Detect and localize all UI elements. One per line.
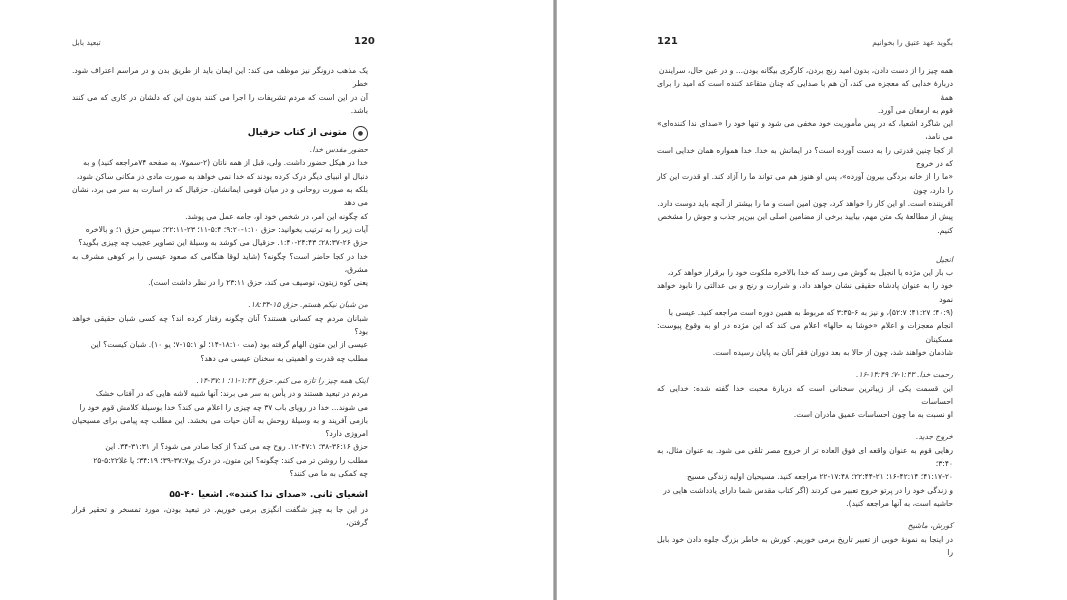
right-page	[557, 0, 1067, 600]
right-page-body	[657, 64, 953, 559]
paragraph-line: مطلب را روشن تر می کند: چگونه؟ این متون، در درک یو۳۷:۷-۳۹؛ ۳۴:۱۹؛ یا غلا۵:۲۲-۲۵	[93, 455, 368, 465]
page-number: 120	[354, 36, 375, 47]
subheading: حضور مقدس خدا.	[309, 145, 368, 155]
paragraph-line: بلکه به صورت روحانی و در میان قومی ایمانشان. حزقیال که در اسارت به سر می برد، نشان می دهد	[72, 185, 368, 208]
subheading: اینک همه چیز را تازه می کنم. حزق ۱:۳۳-۱۱؛ ۳۷:۱-۱۴.	[196, 375, 368, 385]
paragraph-line: بازمی آفریند و به وسیلهٔ روحش به آنان حیات می بخشد. این مطلب چه پیامی برای مسیحیان امروزی دارد؟	[72, 415, 368, 439]
page-number: 121	[657, 36, 678, 47]
paragraph-line: در این جا به چیز شگفت انگیزی برمی خوریم. در تبعید بودن، مورد تمسخر و تحقیر قرار گرفتن،	[72, 504, 368, 527]
paragraph-line: مردم در تبعید هستند و در یأس به سر می برند: آنها شبیه لاشه هایی که در آفتاب خشک	[95, 389, 368, 399]
paragraph-line: دربارهٔ خدایی که معجزه می کند، آن هم با صدایی که چنان متقاعد کننده است که امید را برای همهٔ	[657, 79, 953, 102]
running-head: بگوید عهد عتیق را بخوانیم	[872, 38, 953, 47]
section-title: متونی از کتاب حزقیال	[247, 128, 347, 139]
paragraph-line: این قسمت یکی از زیباترین سخنانی است که دربارهٔ محبت خدا گفته شده: خدایی که احساسات	[657, 383, 953, 406]
paragraph-line: آفریننده است. او این کار را خواهد کرد، چون امین است و ما را بیشتر از آنچه باید دوست دارد.	[657, 198, 953, 208]
paragraph-line: چه کمکی به ما می کنند؟	[289, 469, 368, 479]
paragraph-line: که چگونه این امر، در شخص خود او، جامه عمل می پوشد.	[185, 211, 368, 221]
paragraph-line: رهایی قوم به عنوان واقعه ای فوق العاده تر از خروج مصر تلقی می شود. به عنوان مثال، به ۳:۴۰؛	[657, 445, 953, 469]
paragraph-line: مطلب چه قدرت و اهمیتی به سخنان عیسی می دهد؟	[200, 353, 368, 363]
paragraph-line: از کجا چنین قدرتی را به دست آورده است؟ در ایمانش به خدا. خدا همواره همان خدایی است که در خروج	[657, 145, 953, 169]
paragraph-line: آیات زیر را به ترتیب بخوانید: حزق ۱:۱۰-۹:۲۰؛ ۵:۴-۱۱؛ ۲۳-۲۲:۱۱؛ سپس حزق ۱؛ و بالاخره	[85, 224, 368, 234]
paragraph-line: خدا در هیکل حضور داشت. ولی، قبل از همه ناتان (۲-سمو۷، به صفحه ۷۴مراجعه کنید) و به	[83, 158, 368, 168]
paragraph-line: حزق ۲۶-۲۸:۳۷؛ ۲۴:۴۳-۱:۴۰. حزقیال می کوشد به وسیلهٔ این تصاویر عجیب چه چیزی بگوید؟	[78, 238, 368, 248]
paragraph-line: «ما را از خانه بردگی بیرون آورده»، پس او هنوز هم می تواند ما را آزاد کند. او قدرت این کار را دارد، چون	[657, 172, 953, 195]
subheading: انجیل	[935, 254, 953, 264]
paragraph-line: یک مذهب درونگر نیز موظف می کند: این ایمان باید از طریق بدن و در مراسم اعتراف شود. خطر	[72, 66, 368, 89]
paragraph-line: ۴۱:۱۷-۲۰؛ ۴۲:۱۴-۱۶؛ ۲۱-۲۲:۴۴؛ ۱۷:۴۸-۲۲ مراجعه کنید. مسیحیان اولیه زندگی مسیح	[687, 472, 953, 482]
paragraph-line: یعنی کوه زیتون، توصیف می کند، حزق ۲۳:۱۱ را در نظر داشت است).	[148, 278, 368, 288]
paragraph-line: عیسی از این متون الهام گرفته بود (مت ۱۸:۱۰-۱۴؛ لو ۱۵:۱-۷؛ یو ۱۰). شبان کیست؟ این	[90, 340, 368, 350]
paragraph-line: همه چیز را از دست دادن، بدون امید رنج بردن، کارگری بیگانه بودن... و در عین حال، سرایندن	[658, 66, 953, 75]
paragraph-line: آن در این است که مردم تشریفات را اجرا می کنند بدون این که دلشان در کاری که می کنند باشد.	[72, 92, 368, 115]
paragraph-line: حزق ۳۶:۱۶-۳۸؛ ۴۷:۱-۱۲. روح چه می کند؟ از کجا صادر می شود؟ ار ۳۱:۳۱-۳۴. این	[105, 442, 368, 452]
subheading: کورش، ماشیح	[907, 521, 953, 531]
paragraph-line: پیش از مطالعهٔ یک متن مهم، بیایید برخی از مضامین اصلی این بین‌پر جذب و جوش را مشخص	[657, 212, 953, 222]
paragraph-line: می شوند... خدا در رویای باب ۳۷ چه چیزی را اعلام می کند؟ خدا بوسیلهٔ کلامش قوم خود را	[79, 402, 368, 412]
paragraph-line: او نسبت به ما چون احساسات عمیق مادران است.	[793, 410, 953, 420]
left-page-body	[72, 64, 368, 529]
section-heading	[72, 126, 368, 141]
paragraph-line: کنیم.	[937, 225, 953, 235]
paragraph-line: خود را به عنوان پادشاه حقیقی نشان خواهد داد، و شرارت و رنج و بی عدالتی را نابود خواهد نمود	[657, 281, 953, 304]
paragraph-line: شبانان مردم چه کسانی هستند؟ آنان چگونه رفتار کرده اند؟ چه کسی شبان حقیقی خواهد بود؟	[72, 313, 368, 337]
paragraph-line: (۴۰:۹؛ ۴۱:۲۷؛ ۵۲:۷)، و نیز به ۶-۳:۳۵ که مربوط به همین دوره است مراجعه کنید. عیسی با	[668, 308, 953, 318]
paragraph-line: حاشیه است، به آنها مراجعه کنید).	[846, 498, 953, 508]
paragraph-line: ب بار این مژده یا انجیل به گوش می رسد که خدا بالاخره ملکوت خود را برقرار خواهد کرد،	[667, 268, 953, 278]
paragraph-line: در اینجا به نمونهٔ خوبی از تعبیر تاریخ برمی خوریم. کورش به خاطر بزرگ جلوه دادن خود بابل را	[657, 534, 953, 557]
paragraph-line: قوم به ارمغان می آورد.	[877, 105, 953, 115]
subheading: من شبان نیکم هستم. حزق ۱۵-۱۸:۳۴.	[248, 300, 368, 310]
circle-badge-icon: ●	[353, 126, 368, 141]
subheading: رحمت خدا. ۱:۴۳-۷؛ ۱۴:۴۹-۱۶.	[856, 370, 953, 380]
paragraph-line: این شاگرد اشعیا، که در پس مأموریت خود مخفی می شود و تنها خود را «صدای ندا کننده‌ای» می نامد،	[657, 119, 953, 142]
paragraph-line: خدا در کجا حاضر است؟ چگونه؟ (شاید لوقا هنگامی که صعود عیسی را بر کوهی مشرف به مشرق،	[72, 251, 368, 274]
paragraph-line: انجام معجزات و اعلام «خوشا به حالها» اعلام می کند که این مژده در او به وقوع پیوست: مسکینان	[657, 321, 953, 344]
section-heading-2: اشعیای ثانی. «صدای ندا کننده». اشعیا ۴۰-۵۵	[169, 490, 368, 501]
subheading: خروج جدید.	[915, 432, 953, 442]
paragraph-line: شادمان خواهند شد، چون از حالا به بعد دوران فقر آنان به پایان رسیده است.	[712, 347, 953, 357]
running-head: تبعید بابل	[72, 38, 101, 47]
paragraph-line: و زندگی خود را در پرتو خروج تعبیر می کردند (اگر کتاب مقدس شما دارای یادداشت هایی در	[663, 485, 953, 495]
paragraph-line: دنبال او انبیای دیگر درک کرده بودند که خدا نمی خواهد به صورت مادی در مکانی ساکن شود،	[76, 171, 368, 181]
